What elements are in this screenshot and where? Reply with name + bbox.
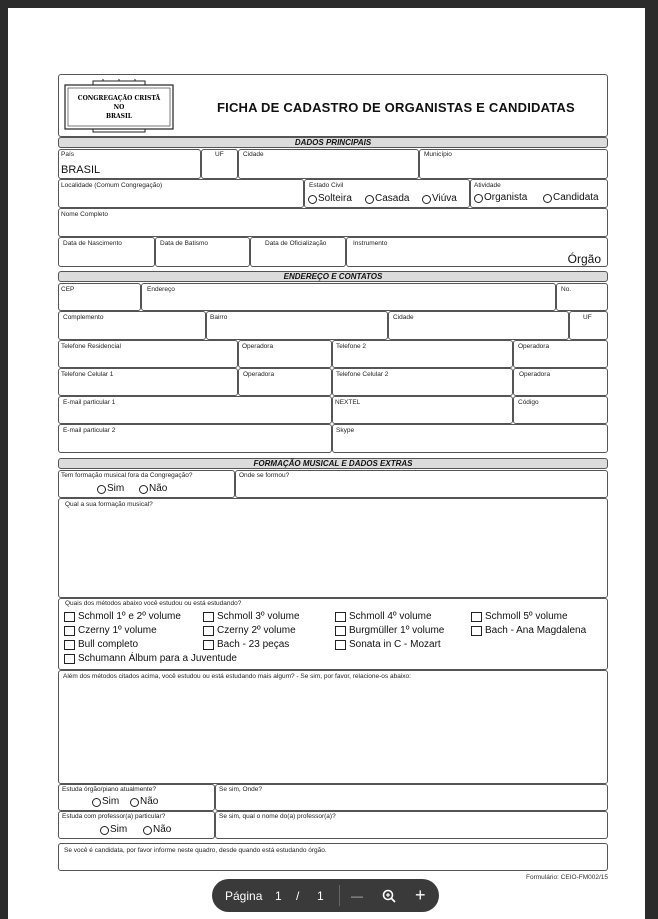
metodo-option[interactable]: Sonata in C - Mozart <box>335 640 441 650</box>
email1-label: E-mail particular 1 <box>63 399 116 406</box>
page-label: Página <box>225 888 263 903</box>
tem-formacao-label: Tem formação musical fora da Congregação? <box>61 472 193 479</box>
checkbox-icon[interactable] <box>64 654 75 664</box>
nextel-field[interactable] <box>332 396 513 424</box>
congregation-logo <box>63 79 175 133</box>
metodo-option[interactable]: Schmoll 5º volume <box>471 612 568 622</box>
nome-professor-field[interactable] <box>215 811 608 839</box>
estuda-orgao-field <box>58 784 215 811</box>
metodo-option[interactable]: Schmoll 1º e 2º volume <box>64 612 181 622</box>
metodo-option[interactable]: Czerny 2º volume <box>203 626 296 636</box>
radio-icon[interactable] <box>474 194 483 203</box>
estuda-professor-sim[interactable]: Sim <box>100 825 127 835</box>
pais-value: BRASIL <box>61 164 101 176</box>
metodo-option[interactable]: Schmoll 3º volume <box>203 612 300 622</box>
radio-icon[interactable] <box>97 485 106 494</box>
complemento-label: Complemento <box>63 314 104 321</box>
instrumento-field[interactable] <box>346 237 608 267</box>
radio-icon[interactable] <box>543 194 552 203</box>
form-header <box>58 74 608 137</box>
localidade-label: Localidade (Comum Congregação) <box>61 182 163 189</box>
radio-icon[interactable] <box>92 798 101 807</box>
document-page <box>8 8 645 919</box>
checkbox-icon[interactable] <box>471 612 482 622</box>
operadora-label: Operadora <box>242 343 274 350</box>
cidade-field[interactable] <box>238 149 419 179</box>
metodo-option[interactable]: Schmoll 4º volume <box>335 612 432 622</box>
celular1-field[interactable] <box>58 368 238 396</box>
zoom-in-button[interactable]: + <box>415 885 426 905</box>
operadora2-field[interactable] <box>513 340 608 368</box>
bairro-field[interactable] <box>206 311 388 340</box>
radio-icon[interactable] <box>130 798 139 807</box>
estuda-orgao-nao[interactable]: Não <box>130 797 158 807</box>
celular1-label: Telefone Celular 1 <box>61 371 114 378</box>
estuda-professor-label: Estuda com professor(a) particular? <box>62 813 166 820</box>
celular2-label: Telefone Celular 2 <box>336 371 389 378</box>
instrumento-value: Órgão <box>567 252 601 266</box>
checkbox-icon[interactable] <box>471 626 482 636</box>
zoom-fit-button[interactable] <box>382 879 396 912</box>
operadora3-label: Operadora <box>243 371 275 378</box>
cidade-label: Cidade <box>243 151 264 158</box>
checkbox-icon[interactable] <box>203 612 214 622</box>
viuva-option[interactable]: Viúva <box>422 194 457 204</box>
endereco-label: Endereço <box>147 286 175 293</box>
checkbox-icon[interactable] <box>335 612 346 622</box>
oficializacao-field[interactable] <box>250 237 346 267</box>
operadora4-label: Operadora <box>519 371 551 378</box>
celular2-field[interactable] <box>332 368 513 396</box>
nascimento-field[interactable] <box>58 237 155 267</box>
logo-text-line2: NO <box>113 104 125 111</box>
organista-option[interactable]: Organista <box>474 193 527 203</box>
zoom-icon <box>382 889 396 903</box>
codigo-label: Código <box>518 399 539 406</box>
zoom-out-button[interactable]: — <box>351 888 363 903</box>
atividade-field <box>470 179 608 208</box>
cep-field[interactable] <box>58 283 141 311</box>
estuda-professor-nao[interactable]: Não <box>143 825 171 835</box>
numero-label: No. <box>561 286 572 293</box>
section-endereco-contatos: ENDEREÇO E CONTATOS <box>58 271 608 282</box>
alem-metodos-label: Além dos métodos citados acima, você estudou ou está estudando mais algum? - Se sim, por favor, relacione-os abaixo: <box>63 673 411 680</box>
uf2-label: UF <box>583 314 592 321</box>
tel-residencial-field[interactable] <box>58 340 238 368</box>
metodo-option[interactable]: Bach - 23 peças <box>203 640 289 650</box>
nome-field[interactable] <box>58 208 608 237</box>
metodo-option[interactable]: Bull completo <box>64 640 138 650</box>
endereco-field[interactable] <box>141 283 556 311</box>
email2-field[interactable] <box>58 424 332 453</box>
cep-label: CEP <box>61 286 75 293</box>
qual-formacao-field[interactable] <box>58 498 608 598</box>
atividade-label: Atividade <box>474 182 501 189</box>
operadora4-field[interactable] <box>513 368 608 396</box>
qual-formacao-label: Qual a sua formação musical? <box>65 501 153 508</box>
metodo-option[interactable]: Schumann Álbum para a Juventude <box>64 654 237 664</box>
telefone2-field[interactable] <box>332 340 513 368</box>
bairro-label: Bairro <box>210 314 228 321</box>
telefone2-label: Telefone 2 <box>336 343 366 350</box>
onde-formou-field[interactable] <box>235 470 608 498</box>
radio-icon[interactable] <box>100 826 109 835</box>
metodos-label: Quais dos métodos abaixo você estudou ou está estudando? <box>65 600 242 607</box>
estuda-professor-field <box>58 811 215 839</box>
complemento-field[interactable] <box>58 311 206 340</box>
checkbox-icon[interactable] <box>64 640 75 650</box>
uf2-field[interactable] <box>569 311 608 340</box>
checkbox-icon[interactable] <box>203 626 214 636</box>
operadora2-label: Operadora <box>518 343 550 350</box>
instrumento-label: Instrumento <box>353 240 388 247</box>
solteira-option[interactable]: Solteira <box>308 194 352 204</box>
checkbox-icon[interactable] <box>203 640 214 650</box>
email1-field[interactable] <box>58 396 332 424</box>
email2-label: E-mail particular 2 <box>63 427 116 434</box>
estuda-orgao-label: Estuda órgão/piano atualmente? <box>62 786 156 793</box>
nome-label: Nome Completo <box>61 211 108 218</box>
uf-label: UF <box>215 151 224 158</box>
municipio-field[interactable] <box>419 149 608 179</box>
form-code: Formulário: CEIO-FM002/15 <box>526 874 608 881</box>
skype-field[interactable] <box>332 424 608 453</box>
candidata-desde-field[interactable] <box>58 843 608 871</box>
candidata-option[interactable]: Candidata <box>543 193 599 203</box>
tem-formacao-field <box>58 470 235 498</box>
radio-icon[interactable] <box>422 195 431 204</box>
cidade2-field[interactable] <box>388 311 569 340</box>
checkbox-icon[interactable] <box>335 640 346 650</box>
radio-icon[interactable] <box>308 195 317 204</box>
oficializacao-label: Data de Oficialização <box>265 240 327 247</box>
radio-icon[interactable] <box>139 485 148 494</box>
codigo-field[interactable] <box>513 396 608 424</box>
metodo-option[interactable]: Bach - Ana Magdalena <box>471 626 586 636</box>
metodos-field <box>58 598 608 670</box>
logo-text-line3: BRASIL <box>105 113 133 120</box>
batismo-field[interactable] <box>155 237 250 267</box>
radio-icon[interactable] <box>365 195 374 204</box>
metodo-option[interactable]: Czerny 1º volume <box>64 626 157 636</box>
numero-field[interactable] <box>556 283 608 311</box>
nextel-label: NEXTEL <box>335 399 361 406</box>
estado-civil-field <box>304 179 470 208</box>
alem-metodos-field[interactable] <box>58 670 608 784</box>
skype-label: Skype <box>336 427 355 434</box>
checkbox-icon[interactable] <box>335 626 346 636</box>
radio-icon[interactable] <box>143 826 152 835</box>
pais-field[interactable] <box>58 149 201 179</box>
batismo-label: Data de Batismo <box>160 240 209 247</box>
section-formacao-musical: FORMAÇÃO MUSICAL E DADOS EXTRAS <box>58 458 608 469</box>
checkbox-icon[interactable] <box>64 626 75 636</box>
nascimento-label: Data de Nascimento <box>63 240 122 247</box>
operadora-field[interactable] <box>238 340 332 368</box>
onde-estuda-label: Se sim, Onde? <box>219 786 262 793</box>
checkbox-icon[interactable] <box>64 612 75 622</box>
total-pages: 1 <box>317 888 324 903</box>
nome-professor-label: Se sim, qual o nome do(a) professor(a)? <box>219 813 336 820</box>
localidade-field[interactable] <box>58 179 304 208</box>
toolbar-divider <box>339 885 340 906</box>
pdf-toolbar <box>212 879 439 912</box>
candidata-desde-label: Se você é candidata, por favor informe neste quadro, desde quando está estudando órgão. <box>64 847 327 854</box>
municipio-label: Município <box>424 151 452 158</box>
logo-text-line1: CONGREGAÇÃO CRISTÃ <box>77 95 161 102</box>
pais-label: País <box>61 151 75 158</box>
page-separator: / <box>296 888 300 903</box>
estado-civil-label: Estado Civil <box>309 182 344 189</box>
cidade2-label: Cidade <box>393 314 414 321</box>
tem-formacao-nao[interactable]: Não <box>139 484 167 494</box>
estuda-orgao-sim[interactable]: Sim <box>92 797 119 807</box>
current-page-input[interactable]: 1 <box>275 888 282 903</box>
onde-estuda-field[interactable] <box>215 784 608 811</box>
onde-formou-label: Onde se formou? <box>239 472 290 479</box>
metodo-option[interactable]: Burgmüller 1º volume <box>335 626 444 636</box>
tel-residencial-label: Telefone Residencial <box>61 343 121 350</box>
casada-option[interactable]: Casada <box>365 194 409 204</box>
section-dados-principais: DADOS PRINCIPAIS <box>58 137 608 148</box>
form-title: FICHA DE CADASTRO DE ORGANISTAS E CANDIDATAS <box>217 100 575 115</box>
uf-field[interactable] <box>201 149 238 179</box>
tem-formacao-sim[interactable]: Sim <box>97 484 124 494</box>
operadora3-field[interactable] <box>238 368 332 396</box>
